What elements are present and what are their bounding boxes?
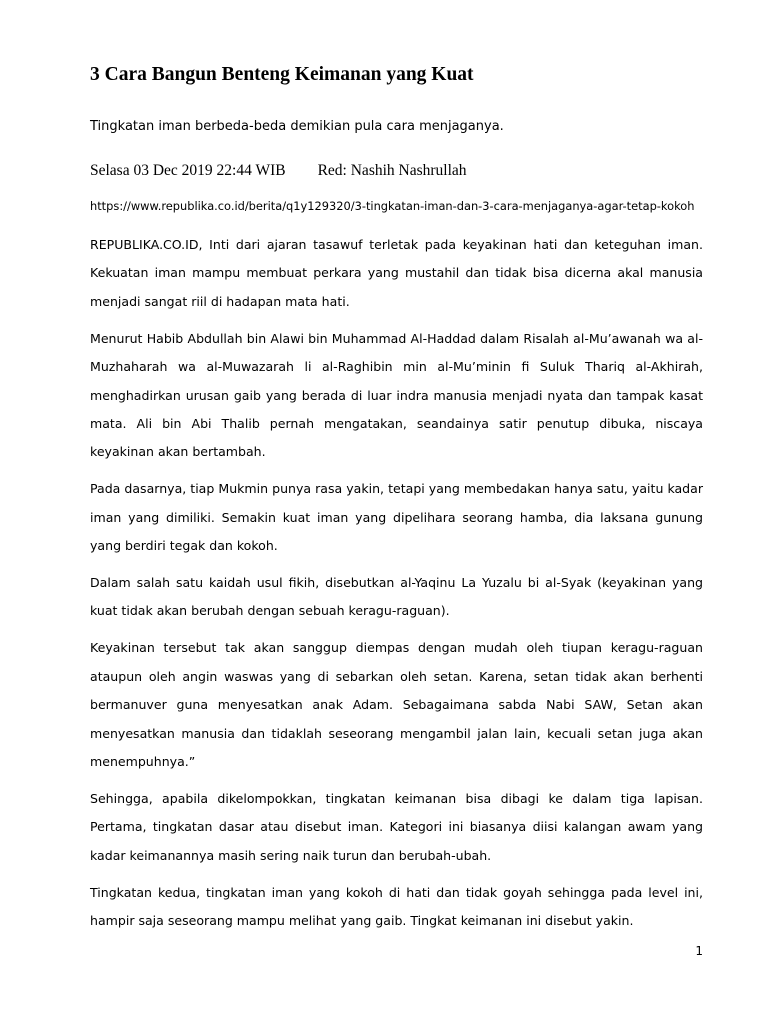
article-body <box>90 231 703 944</box>
article-subtitle: Tingkatan iman berbeda-beda demikian pula cara menjaganya. <box>90 119 504 134</box>
source-url: https://www.republika.co.id/berita/q1y129320/3-tingkatan-iman-dan-3-cara-menjaganya-agar-tetap-kokoh <box>90 199 695 213</box>
paragraph-6: Sehingga, apabila dikelompokkan, tingkatan keimanan bisa dibagi ke dalam tiga lapisan. Pertama, tingkatan dasar atau disebut iman. Kategori ini biasanya diisi kalangan awam yang kadar keimanannya masih sering naik turun dan berubah-ubah. <box>90 790 703 863</box>
publish-date: Selasa 03 Dec 2019 22:44 WIB <box>90 162 286 179</box>
article-meta <box>90 159 467 183</box>
paragraph-2: Menurut Habib Abdullah bin Alawi bin Muhammad Al-Haddad dalam Risalah al-Mu’awanah wa al-Muzhaharah wa al-Muwazarah li al-Raghibin min al-Mu’minin fi Suluk Thariq al-Akhirah, menghadirkan urusan gaib yang berada di luar indra manusia menjadi nyata dan tampak kasat mata. Ali bin Abi Thalib pernah mengatakan, seandainya satir penutup dibuka, niscaya keyakinan akan bertambah. <box>90 330 703 460</box>
paragraph-7: Tingkatan kedua, tingkatan iman yang kokoh di hati dan tidak goyah sehingga pada level ini, hampir saja seseorang mampu melihat yang gaib. Tingkat keimanan ini disebut yakin. <box>90 884 703 928</box>
paragraph-4: Dalam salah satu kaidah usul fikih, disebutkan al-Yaqinu La Yuzalu bi al-Syak (keyakinan yang kuat tidak akan berubah dengan sebuah keragu-raguan). <box>90 574 703 619</box>
article-title: 3 Cara Bangun Benteng Keimanan yang Kuat <box>90 64 474 85</box>
editor-credit: Red: Nashih Nashrullah <box>317 162 467 179</box>
paragraph-3: Pada dasarnya, tiap Mukmin punya rasa yakin, tetapi yang membedakan hanya satu, yaitu kadar iman yang dimiliki. Semakin kuat iman yang dipelihara seorang hamba, dia laksana gunung yang berdiri tegak dan kokoh. <box>90 481 703 554</box>
paragraph-1: REPUBLIKA.CO.ID, Inti dari ajaran tasawuf terletak pada keyakinan hati dan keteguhan iman. Kekuatan iman mampu membuat perkara yang mustahil dan tidak bisa dicerna akal manusia menjadi sangat riil di hadapan mata hati. <box>90 237 703 309</box>
page-number: 1 <box>695 944 703 958</box>
paragraph-5: Keyakinan tersebut tak akan sanggup diempas dengan mudah oleh tiupan keragu-raguan ataupun oleh angin waswas yang di sebarkan oleh setan. Karena, setan tidak akan berhenti bermanuver guna menyesatkan anak Adam. Sebagaimana sabda Nabi SAW, Setan akan menyesatkan manusia dan tidaklah seseorang mengambil jalan lain, kecuali setan juga akan menempuhnya.” <box>90 640 703 769</box>
